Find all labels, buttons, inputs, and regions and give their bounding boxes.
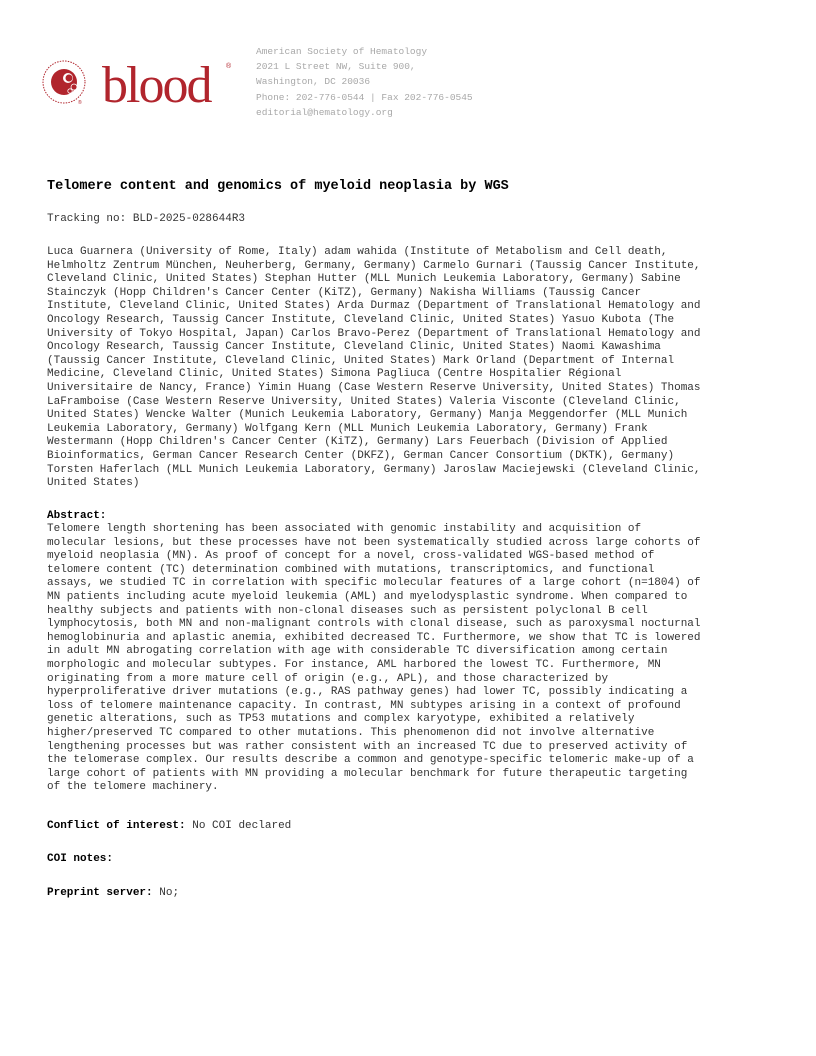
- address-email: editorial@hematology.org: [256, 106, 393, 118]
- author-line: Institute, Cleveland Clinic, United States) Arda Durmaz (Department of Translational Hematology and: [47, 300, 701, 313]
- blood-wordmark: blood: [102, 57, 211, 112]
- manuscript-title: Telomere content and genomics of myeloid neoplasia by WGS: [47, 179, 509, 194]
- abstract-line: myeloid neoplasia (MN). As proof of concept for a novel, cross-validated WGS-based method of: [47, 550, 655, 563]
- abstract-line: telomere content (TC) determination combined with mutations, transcriptomics, and functional: [47, 563, 655, 576]
- abstract-line: Telomere length shortening has been associated with genomic instability and acquisition of: [47, 523, 642, 535]
- abstract-body: [47, 523, 772, 795]
- preprint-server: Preprint server: No;: [47, 887, 180, 899]
- svg-text:®: ®: [226, 63, 232, 70]
- abstract-line: healthy subjects and patients with non-clonal diseases such as persistent polyclonal B cell: [47, 604, 648, 617]
- address-phone-fax: Phone: 202-776-0544 | Fax 202-776-0545: [256, 91, 473, 103]
- author-line: Luca Guarnera (University of Rome, Italy) adam wahida (Institute of Metabolism and Cell death,: [47, 246, 668, 258]
- author-line: Universitaire de Nancy, France) Yimin Huang (Case Western Reserve University, United States) Thomas: [47, 381, 701, 394]
- publisher-address: [256, 44, 473, 120]
- abstract-line: hyperproliferative driver mutations (e.g., RAS pathway genes) had lower TC, possibly indicating a: [47, 686, 688, 699]
- abstract-line: hemoglobinuria and aplastic anemia, exhibited decreased TC. Furthermore, we show that TC is lowered: [47, 631, 701, 644]
- abstract-line: molecular lesions, but these processes have not been systematically studied across large cohorts of: [47, 536, 701, 549]
- author-line: (Taussig Cancer Institute, Cleveland Clinic, United States) Mark Orland (Department of Internal: [47, 354, 675, 367]
- abstract-line: genetic alterations, such as TP53 mutations and complex karyotype, exhibited a relatively: [47, 713, 635, 726]
- author-line: Bioinformatics, German Cancer Research Center (DKFZ), German Cancer Consortium (DKTK), Germany): [47, 449, 675, 462]
- coi-notes-label: COI notes: [47, 853, 107, 865]
- author-line: Cleveland Clinic, United States) Stephan Hutter (MLL Munich Leukemia Laboratory, Germany) Sabine: [47, 273, 681, 286]
- author-list: [47, 246, 772, 491]
- conflict-of-interest: Conflict of interest: No COI declared: [47, 820, 292, 832]
- blood-cell-icon: [51, 69, 77, 95]
- address-line-2: 2021 L Street NW, Suite 900,: [256, 61, 416, 73]
- abstract-line: in adult MN abrogating correlation with age with considerable TC diversification among certain: [47, 645, 668, 658]
- author-line: LaFramboise (Case Western Reserve University, United States) Valeria Visconte (Cleveland Clinic,: [47, 395, 681, 408]
- author-line: United States) Wencke Walter (Munich Leukemia Laboratory, Germany) Manja Meggendorfer (MLL Munich: [47, 409, 688, 422]
- author-line: Leukemia Laboratory, Germany) Wolfgang Kern (MLL Munich Leukemia Laboratory, Germany) Frank: [47, 422, 648, 435]
- author-line: Helmholtz Zentrum München, Neuherberg, Germany, Germany) Carmelo Gurnari (Taussig Cancer Institute,: [47, 259, 701, 272]
- author-line: University of Tokyo Hospital, Japan) Carlos Bravo-Perez (Department of Translational Hematology and: [47, 327, 701, 340]
- author-line: Torsten Haferlach (MLL Munich Leukemia Laboratory, Germany) Jaroslaw Maciejewski (Cleveland Clinic,: [47, 463, 701, 476]
- abstract-line: assays, we studied TC in correlation with specific molecular features of a large cohort (n=1804) of: [47, 577, 701, 590]
- abstract-line: loss of telomere maintenance capacity. In contrast, MN subtypes arising in a context of profound: [47, 699, 681, 712]
- coi-notes: COI notes:: [47, 853, 114, 865]
- abstract-line: lengthening processes but was rather consistent with an increased TC due to preserved activity of: [47, 740, 688, 753]
- author-line: Medicine, Cleveland Clinic, United States) Simona Pagliuca (Centre Hospitalier Régional: [47, 368, 622, 381]
- address-line-3: Washington, DC 20036: [256, 76, 371, 88]
- svg-text:®: ®: [78, 100, 82, 106]
- author-line: Westermann (Hopp Children's Cancer Center (KiTZ), Germany) Lars Feuerbach (Division of Applied: [47, 436, 668, 449]
- author-line: United States): [47, 477, 140, 490]
- author-line: Oncology Research, Taussig Cancer Institute, Cleveland Clinic, United States) Yasuo Kubota (The: [47, 313, 675, 326]
- abstract-heading: Abstract:: [47, 510, 107, 522]
- blood-logo: [40, 52, 240, 112]
- abstract-line: lymphocytosis, both MN and non-malignant controls with clonal disease, such as paroxysmal nocturnal: [47, 618, 701, 631]
- abstract-line: MN patients including acute myeloid leukemia (AML) and myelodysplastic syndrome. When compared to: [47, 590, 688, 603]
- author-line: Stainczyk (Hopp Children's Cancer Center (KiTZ), Germany) Nakisha Williams (Taussig Cancer: [47, 286, 642, 299]
- abstract-line: morphologic and molecular subtypes. For instance, AML harbored the lowest TC. Furthermore, MN: [47, 658, 661, 671]
- coi-value: No COI declared: [192, 820, 292, 832]
- address-line-1: American Society of Hematology: [256, 46, 428, 57]
- preprint-value: No;: [159, 887, 180, 899]
- abstract-line: the telomerase complex. Our results describe a common and genotype-specific telomeric make-up of a: [47, 754, 694, 767]
- abstract-line: of the telomere machinery.: [47, 781, 219, 794]
- coi-label: Conflict of interest: [47, 820, 180, 832]
- journal-header: [40, 40, 480, 130]
- abstract-line: originating from a more mature cell of origin (e.g., APL), and those characterized by: [47, 672, 609, 685]
- author-line: Oncology Research, Taussig Cancer Institute, Cleveland Clinic, United States) Naomi Kawashima: [47, 341, 661, 354]
- abstract-line: higher/preserved TC compared to other mutations. This phenomenon did not involve alternative: [47, 726, 655, 739]
- preprint-label: Preprint server: [47, 887, 147, 899]
- abstract-line: large cohort of patients with MN providing a molecular benchmark for future therapeutic targeting: [47, 767, 688, 780]
- tracking-number: Tracking no: BLD-2025-028644R3: [47, 213, 246, 225]
